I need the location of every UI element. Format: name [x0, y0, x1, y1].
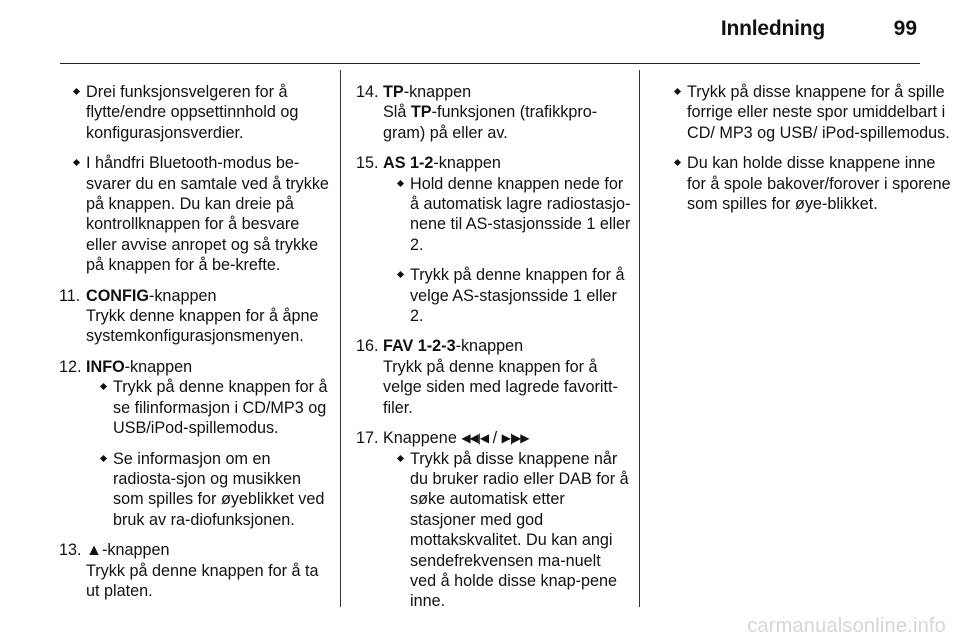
column-divider	[340, 70, 341, 607]
button-name: TP	[410, 103, 432, 122]
bullet-item: Du kan holde disse knappene inne for å spole bakover/forover i sporene som spilles for øye-blikket.	[660, 153, 951, 214]
item-description	[356, 102, 631, 143]
column-divider	[639, 70, 640, 607]
numbered-item-14	[356, 82, 631, 102]
bullet-item: Trykk på denne knappen for å velge AS-stasjonsside 1 eller 2.	[383, 265, 631, 326]
numbered-item-16	[356, 336, 631, 356]
item-number: 17.	[356, 429, 379, 448]
numbered-item-12	[59, 357, 333, 377]
item-suffix: -knappen	[455, 337, 524, 356]
bullet-item: Se informasjon om en radiosta-sjon og musikken som spilles for øyeblikket ved bruk av ra-diofunksjonen.	[86, 449, 333, 531]
item-number: 13.	[59, 541, 82, 560]
separator: /	[492, 429, 498, 448]
button-name: AS 1-2	[383, 154, 434, 173]
numbered-item-15	[356, 153, 631, 173]
item-number: 12.	[59, 357, 82, 376]
watermark: carmanualsonline.info	[747, 615, 946, 637]
bullet-item: Trykk på disse knappene for å spille forrige eller neste spor umiddelbart i CD/ MP3 og USB/ iPod-spillemodus.	[660, 82, 951, 143]
button-name: CONFIG	[86, 286, 149, 305]
seek-back-icon: ◀◀|◀	[461, 431, 489, 446]
item-number: 14.	[356, 83, 379, 101]
item-suffix: -knappen	[148, 286, 217, 305]
item-suffix: -knappen	[124, 357, 193, 376]
item-number: 15.	[356, 154, 379, 173]
item-number: 11.	[59, 286, 81, 305]
item-label: Knappene	[383, 429, 457, 448]
numbered-item-13	[59, 540, 333, 560]
button-name: INFO	[86, 357, 125, 376]
column-2	[356, 82, 631, 622]
text-fragment: Slå	[383, 103, 411, 122]
button-name: FAV 1-2-3	[383, 337, 456, 356]
bullet-item: Trykk på denne knappen for å se filinformasjon i CD/MP3 og USB/iPod-spillemodus.	[86, 377, 333, 438]
seek-forward-icon: ▶|▶▶	[501, 431, 529, 446]
column-1	[59, 82, 333, 611]
item-description: Trykk på denne knappen for å ta ut platen.	[86, 561, 319, 600]
item-suffix: -knappen	[403, 83, 472, 101]
bullet-item: Drei funksjonsvelgeren for å flytte/endre oppsettinnhold og konfigurasjonsverdier.	[59, 82, 333, 143]
item-number: 16.	[356, 337, 379, 356]
item-suffix: -knappen	[433, 154, 501, 173]
text-fragment: -funksjonen (trafikkpro-gram) på eller av.	[383, 103, 598, 142]
eject-icon: ▲	[86, 541, 103, 560]
item-suffix: -knappen	[102, 541, 170, 560]
item-description: Trykk på denne knappen for å velge siden med lagrede favoritt-filer.	[383, 357, 618, 417]
page-header	[60, 0, 920, 64]
item-description: Trykk denne knappen for å åpne systemkonfigurasjonsmenyen.	[86, 307, 319, 346]
column-3	[675, 82, 951, 224]
bullet-item: Hold denne knappen nede for å automatisk lagre radiostasjo-nene til AS-stasjonsside 1 eller 2.	[383, 174, 631, 256]
bullet-item: Trykk på disse knappene når du bruker radio eller DAB for å søke automatisk etter stasjoner med god mottakskvalitet. Du kan angi sendefrekvensen ma-nuelt ved å holde disse knap-pene inne.	[383, 449, 631, 612]
bullet-item: I håndfri Bluetooth-modus be-svarer du en samtale ved å trykke på knappen. Du kan dreie på kontrollknappen for å besvare eller avvise anropet og så trykke på knappen for å be-krefte.	[59, 153, 333, 275]
page-title: Innledning	[720, 17, 825, 40]
button-name: TP	[383, 83, 404, 101]
numbered-item-11	[59, 286, 333, 306]
page-number: 99	[893, 17, 917, 40]
numbered-item-17	[356, 428, 631, 448]
